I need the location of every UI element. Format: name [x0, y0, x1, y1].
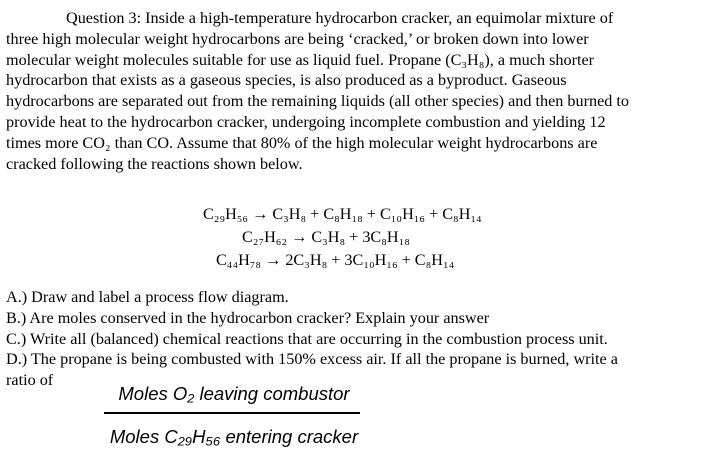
reaction-equation: C₂₉H₅₆ → C₃H₈ + C₈H₁₈ + C₁₀H₁₆ + C₈H₁₄ — [203, 205, 482, 223]
part-d: D.) The propane is being combusted with 150% excess air. If all the propane is burned, write a — [6, 350, 618, 369]
reaction-equation: C₄₄H₇₈ → 2C₃H₈ + 3C₁₀H₁₆ + C₈H₁₄ — [216, 251, 455, 269]
reaction-equation: C₂₇H₆₂ → C₃H₈ + 3C₈H₁₈ — [242, 228, 410, 246]
part-a: A.) Draw and label a process flow diagram. — [6, 288, 289, 306]
paragraph-line: three high molecular weight hydrocarbons are being ‘cracked,’ or broken down into lower — [6, 29, 589, 48]
paragraph-line: molecular weight molecules suitable for use as liquid fuel. Propane (C₃H₈), a much shorter — [6, 50, 595, 69]
ratio-denominator: Moles C₂₉H₅₆ entering cracker — [109, 426, 359, 447]
paragraph-line: hydrocarbons are separated out from the remaining liquids (all other species) and then burned to — [6, 92, 630, 111]
ratio-fraction — [104, 383, 368, 453]
fraction-bar — [104, 412, 360, 414]
paragraph-line: cracked following the reactions shown below. — [6, 154, 303, 173]
ratio-numerator: Moles O₂ leaving combustor — [118, 383, 350, 404]
part-c: C.) Write all (balanced) chemical reactions that are occurring in the combustion process unit. — [6, 329, 608, 348]
paragraph-line: Question 3: Inside a high-temperature hydrocarbon cracker, an equimolar mixture of — [66, 9, 614, 27]
paragraph-line: hydrocarbon that exists as a gaseous species, is also produced as a byproduct. Gaseous — [6, 71, 567, 90]
paragraph-line: times more CO₂ than CO. Assume that 80% of the high molecular weight hydrocarbons are — [6, 133, 598, 152]
paragraph-line: provide heat to the hydrocarbon cracker, undergoing incomplete combustion and yielding 12 — [6, 112, 606, 131]
part-b: B.) Are moles conserved in the hydrocarbon cracker? Explain your answer — [6, 308, 490, 327]
question-parts — [6, 287, 704, 391]
question-paragraph — [6, 8, 704, 174]
part-d-continued: ratio of — [6, 371, 54, 390]
